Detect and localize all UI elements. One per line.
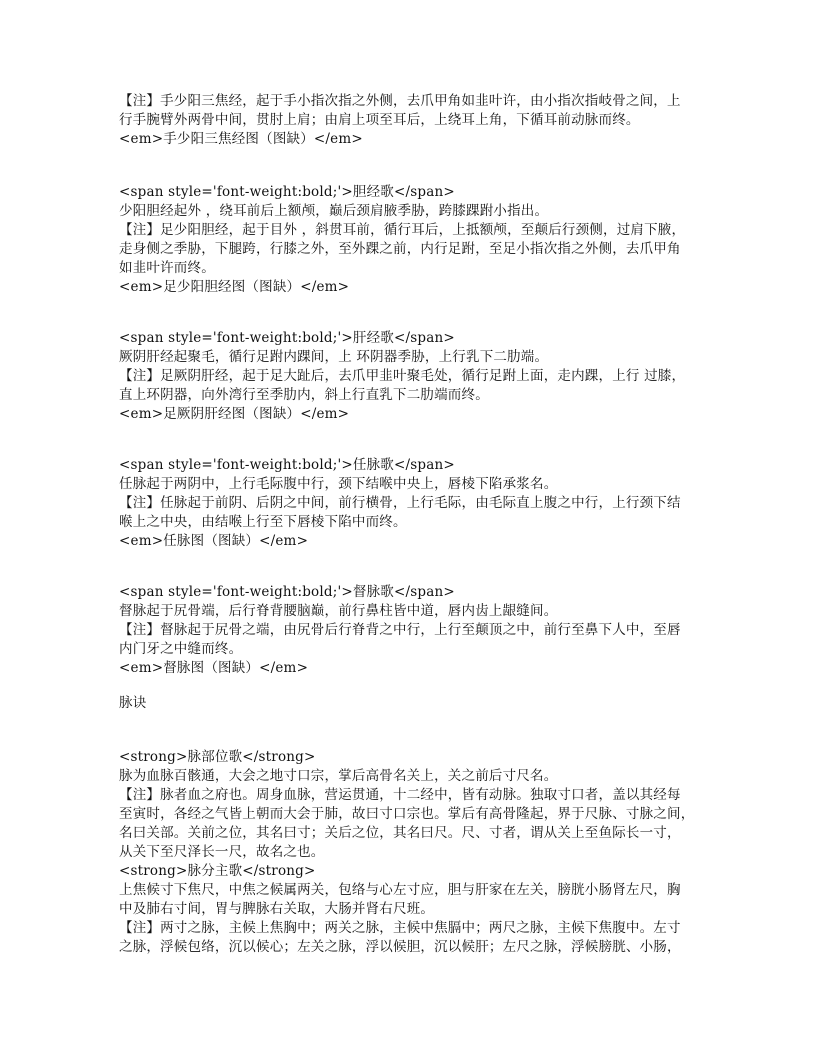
text-line: 督脉起于尻骨端，后行脊背腰脑巅，前行鼻柱皆中道，唇内齿上龈缝间。 xyxy=(119,603,558,619)
text-block xyxy=(119,694,719,713)
text-line: 名曰关部。关前之位，其名曰寸；关后之位，其名曰尺。尺、寸者，谓从关上至鱼际长一寸， xyxy=(119,825,681,841)
text-line: 内门牙之中缝而终。 xyxy=(119,641,243,657)
text-line: 任脉起于两阴中，上行毛际腹中行，颈下结喉中央上，唇棱下陷承浆名。 xyxy=(119,476,558,492)
text-block xyxy=(119,329,719,424)
text-line: <span style='font-weight:bold;'>胆经歌</span> xyxy=(119,184,455,200)
text-block xyxy=(119,748,719,957)
section-heading: 脉诀 xyxy=(119,695,147,711)
text-line: <strong>脉分主歌</strong> xyxy=(119,863,316,879)
text-line: 【注】督脉起于尻骨之端，由尻骨后行脊背之中行，上行至颠顶之中，前行至鼻下人中，至唇 xyxy=(119,622,681,638)
text-line: <em>足厥阴肝经图（图缺）</em> xyxy=(119,406,350,422)
text-block xyxy=(119,583,719,678)
text-line: <em>任脉图（图缺）</em> xyxy=(119,533,309,549)
text-line: 行手腕臂外两骨中间，贯肘上肩；由肩上项至耳后，上绕耳上角，下循耳前动脉而终。 xyxy=(119,112,640,128)
text-line: 直上环阴器，向外湾行至季肋内，斜上行直乳下二肋端而终。 xyxy=(119,387,489,403)
text-line: 喉上之中央，由结喉上行至下唇棱下陷中而终。 xyxy=(119,514,407,530)
text-line: 【注】脉者血之府也。周身血脉，营运贯通，十二经中，皆有动脉。独取寸口者，盖以其经每 xyxy=(119,787,681,803)
text-line: <em>督脉图（图缺）</em> xyxy=(119,660,309,676)
text-line: 之脉，浮候包络，沉以候心；左关之脉，浮以候胆，沉以候肝；左尺之脉，浮候膀胱、小肠， xyxy=(119,939,681,955)
text-line: 【注】两寸之脉，主候上焦胸中；两关之脉，主候中焦膈中；两尺之脉，主候下焦腹中。左寸 xyxy=(119,920,681,936)
text-block xyxy=(119,456,719,551)
text-line: <span style='font-weight:bold;'>肝经歌</span> xyxy=(119,330,455,346)
text-line: 脉为血脉百骸通，大会之地寸口宗，掌后高骨名关上，关之前后寸尺名。 xyxy=(119,768,558,784)
text-line: 中及肺右寸间，胃与脾脉右关取，大肠并肾右尺班。 xyxy=(119,901,435,917)
text-line: 【注】足少阳胆经，起于目外 ，斜贯耳前，循行耳后，上抵额颅，至颠后行颈侧，过肩下腋， xyxy=(119,222,686,238)
text-line: 【注】任脉起于前阴、后阴之中间，前行横骨，上行毛际，由毛际直上腹之中行，上行颈下结 xyxy=(119,495,681,511)
text-line: <em>足少阳胆经图（图缺）</em> xyxy=(119,279,350,295)
text-line: 至寅时，各经之气皆上朝而大会于肺，故曰寸口宗也。掌后有高骨隆起，界于尺脉、寸脉之间， xyxy=(119,806,695,822)
text-line: 走身侧之季胁，下腿跨，行膝之外，至外踝之前，内行足跗，至足小指次指之外侧，去爪甲角 xyxy=(119,241,681,257)
text-line: <em>手少阳三焦经图（图缺）</em> xyxy=(119,131,363,147)
text-line: 【注】足厥阴肝经，起于足大趾后，去爪甲韭叶聚毛处，循行足跗上面，走内踝，上行 过膝， xyxy=(119,368,686,384)
text-line: 少阳胆经起外 ，绕耳前后上额颅，巅后颈肩腋季胁，跨膝踝跗小指出。 xyxy=(119,203,549,219)
text-block xyxy=(119,183,719,297)
text-block xyxy=(119,92,719,149)
text-line: 厥阴肝经起聚毛，循行足跗内踝间，上 环阴器季胁，上行乳下二肋端。 xyxy=(119,349,549,365)
text-line: 【注】手少阳三焦经，起于手小指次指之外侧，去爪甲角如韭叶许，由小指次指岐骨之间，上 xyxy=(119,93,681,109)
text-line: <span style='font-weight:bold;'>督脉歌</span> xyxy=(119,584,455,600)
text-line: 从关下至尺泽长一尺，故名之也。 xyxy=(119,844,325,860)
text-line: <strong>脉部位歌</strong> xyxy=(119,749,316,765)
text-line: <span style='font-weight:bold;'>任脉歌</span> xyxy=(119,457,455,473)
text-line: 上焦候寸下焦尺，中焦之候属两关，包络与心左寸应，胆与肝家在左关，膀胱小肠肾左尺，胸 xyxy=(119,882,681,898)
text-line: 如韭叶许而终。 xyxy=(119,260,215,276)
